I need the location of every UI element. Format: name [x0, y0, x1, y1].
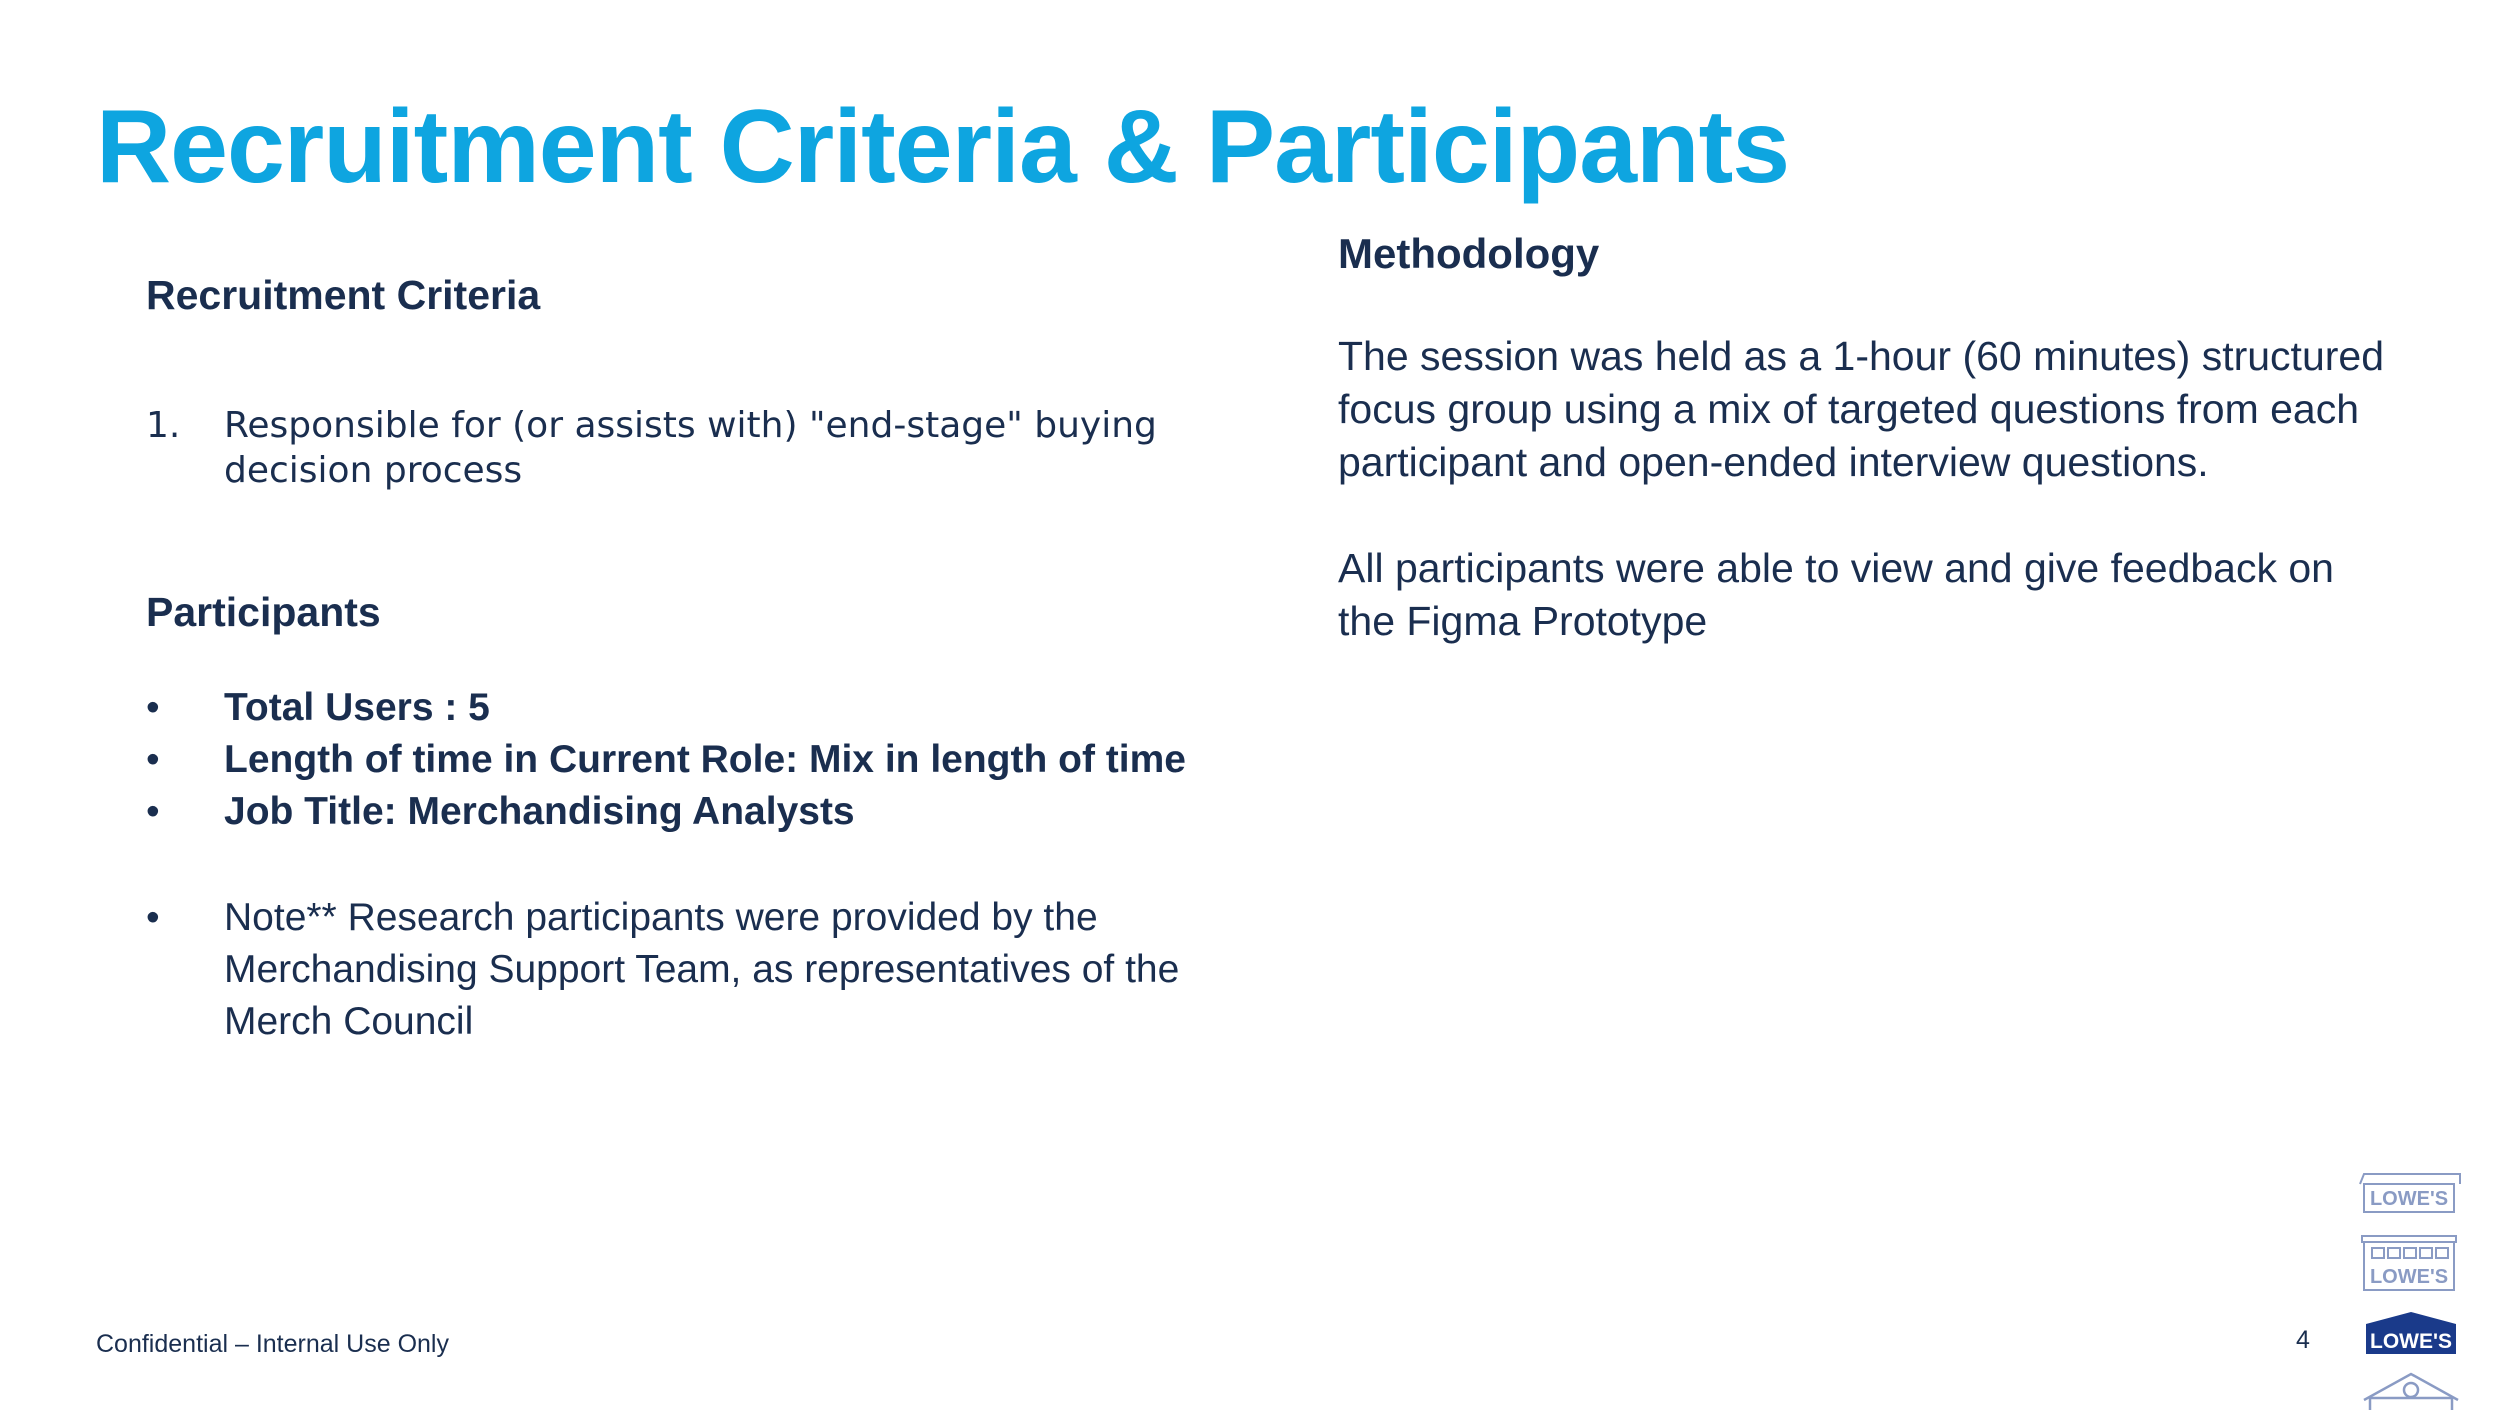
recruitment-criteria-heading: Recruitment Criteria	[146, 272, 541, 318]
list-number: 1.	[146, 405, 181, 446]
lowes-brand-logo-icon	[2356, 1310, 2466, 1356]
logo-text: LOWE'S	[2370, 1330, 2452, 1353]
logo-text: LOWE'S	[2369, 1188, 2449, 1210]
participants-note	[146, 892, 1224, 1048]
confidential-footer: Confidential – Internal Use Only	[96, 1330, 449, 1358]
bullet-icon: •	[146, 686, 160, 729]
list-item	[146, 734, 1226, 786]
lowes-roof-logo-icon	[2356, 1170, 2466, 1216]
lowes-house-logo-icon	[2356, 1370, 2466, 1410]
participants-list	[146, 682, 1226, 1048]
logo-text: LOWE'S	[2369, 1266, 2449, 1288]
note-text: Note** Research participants were provided by the Merchandising Support Team, as representatives of the Merch Council	[224, 896, 1180, 1043]
logo-stack	[2356, 1170, 2466, 1410]
right-column	[1338, 230, 2398, 648]
bullet-icon: •	[146, 790, 160, 833]
bullet-icon: •	[146, 738, 160, 781]
list-item	[146, 403, 1224, 493]
list-item-text: Total Users : 5	[224, 686, 490, 729]
list-item-text: Job Title: Merchandising Analysts	[224, 790, 855, 833]
bullet-icon: •	[146, 896, 160, 939]
recruitment-criteria-list	[146, 403, 1226, 493]
list-item-text: Responsible for (or assists with) "end-stage" buying decision process	[224, 405, 1157, 491]
slide-title: Recruitment Criteria & Participants	[96, 89, 1790, 205]
page-number: 4	[2296, 1326, 2310, 1354]
list-item-text: Length of time in Current Role: Mix in length of time	[224, 738, 1186, 781]
list-item	[146, 682, 1226, 734]
list-item	[146, 786, 1226, 838]
methodology-paragraph: All participants were able to view and give feedback on the Figma Prototype	[1338, 545, 2334, 644]
lowes-store-logo-icon	[2356, 1232, 2466, 1294]
methodology-paragraph: The session was held as a 1-hour (60 minutes) structured focus group using a mix of targeted questions from each participant and open-ended interview questions.	[1338, 333, 2385, 485]
participants-heading: Participants	[146, 589, 381, 635]
methodology-heading: Methodology	[1338, 230, 1600, 277]
left-column	[146, 272, 1226, 1048]
